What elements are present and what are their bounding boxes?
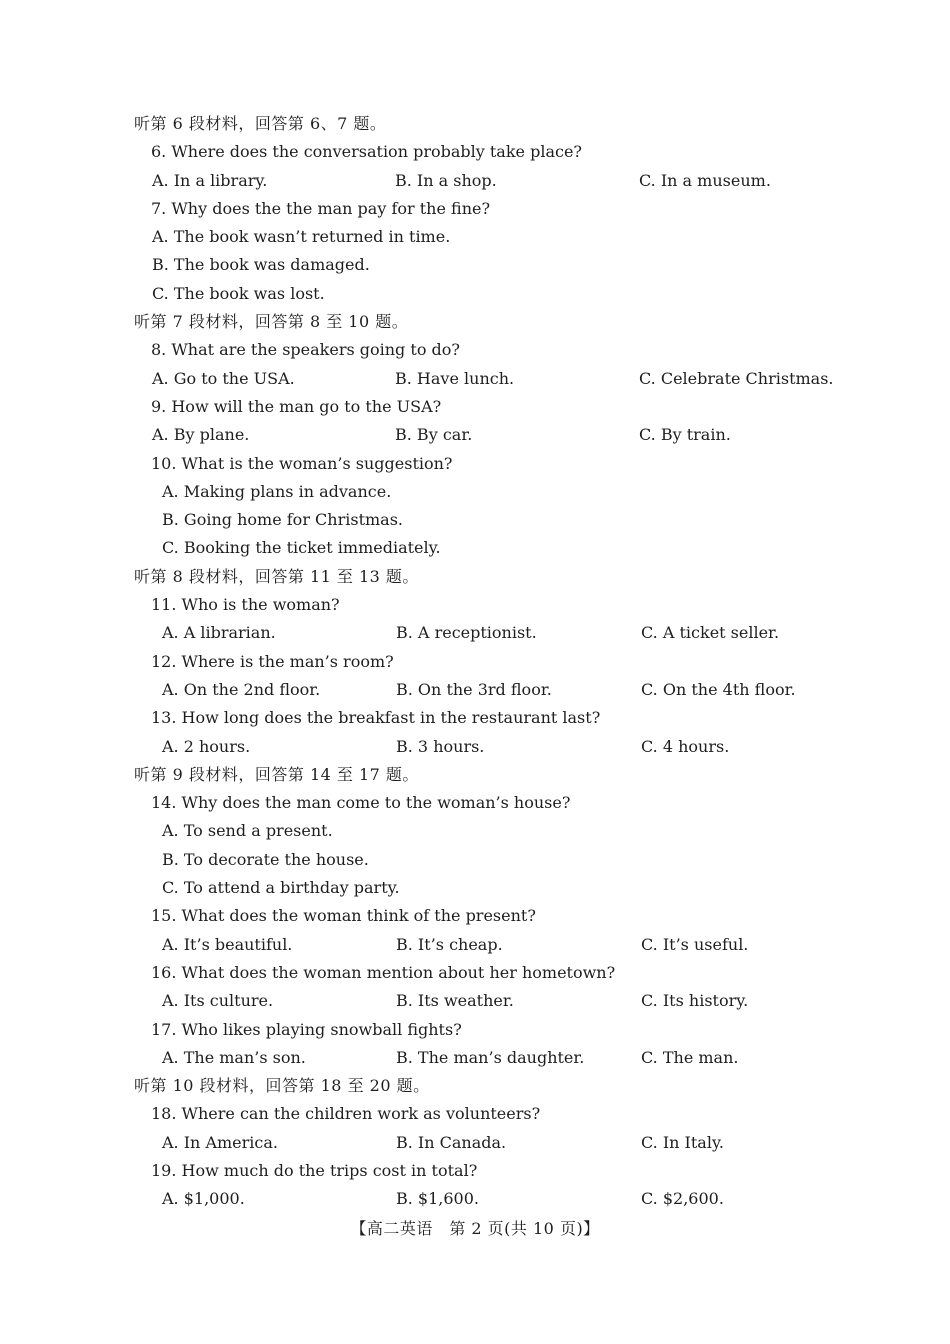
question-7-option-a: A. The book wasn’t returned in time. [152, 227, 451, 247]
option-b: B. A receptionist. [396, 623, 537, 643]
question-6-stem: 6. Where does the conversation probably take place? [151, 142, 582, 162]
option-c: C. Celebrate Christmas. [639, 368, 834, 388]
section-heading-10: 听第 10 段材料，回答第 18 至 20 题。 [134, 1076, 430, 1096]
question-15-options [134, 931, 854, 959]
option-c: C. 4 hours. [641, 736, 730, 756]
question-17-options [134, 1044, 854, 1072]
option-c: C. In Italy. [641, 1132, 724, 1152]
option-c: C. $2,600. [641, 1189, 724, 1209]
option-a: A. Its culture. [162, 991, 274, 1011]
question-10-option-b: B. Going home for Christmas. [162, 510, 404, 530]
question-9-options [134, 421, 854, 449]
option-c: C. Its history. [641, 991, 749, 1011]
question-8-options [134, 365, 854, 393]
option-b: B. On the 3rd floor. [396, 679, 552, 699]
option-a: A. It’s beautiful. [162, 934, 293, 954]
option-c: C. It’s useful. [641, 934, 749, 954]
option-c: C. On the 4th floor. [641, 679, 796, 699]
option-b: B. In Canada. [396, 1132, 507, 1152]
question-18-options [134, 1129, 854, 1157]
question-11-stem: 11. Who is the woman? [151, 595, 340, 615]
option-a: A. 2 hours. [162, 736, 251, 756]
option-a: A. The man’s son. [162, 1047, 306, 1067]
section-heading-7: 听第 7 段材料，回答第 8 至 10 题。 [134, 312, 409, 332]
question-12-options [134, 676, 854, 704]
section-heading-6: 听第 6 段材料，回答第 6、7 题。 [134, 114, 387, 133]
option-b: B. The man’s daughter. [396, 1047, 585, 1067]
question-10-option-c: C. Booking the ticket immediately. [162, 538, 441, 558]
option-c: C. A ticket seller. [641, 623, 780, 643]
option-b: B. 3 hours. [396, 736, 485, 756]
question-7-option-b: B. The book was damaged. [152, 255, 370, 275]
question-16-stem: 16. What does the woman mention about her hometown? [151, 962, 616, 982]
option-b: B. In a shop. [395, 170, 497, 190]
option-b: B. Its weather. [396, 991, 514, 1011]
question-15-stem: 15. What does the woman think of the present? [151, 906, 536, 926]
question-11-options [134, 619, 854, 647]
question-14-stem: 14. Why does the man come to the woman’s house? [151, 793, 571, 813]
question-7-option-c: C. The book was lost. [152, 283, 325, 303]
option-a: A. Go to the USA. [152, 368, 295, 388]
question-14-option-a: A. To send a present. [162, 821, 333, 841]
question-19-stem: 19. How much do the trips cost in total? [151, 1160, 478, 1180]
option-c: C. By train. [639, 425, 731, 445]
option-b: B. By car. [395, 425, 473, 445]
question-13-stem: 13. How long does the breakfast in the restaurant last? [151, 708, 601, 728]
section-heading-8: 听第 8 段材料，回答第 11 至 13 题。 [134, 566, 419, 586]
question-19-options [134, 1185, 854, 1213]
listening-section [134, 110, 854, 1214]
question-18-stem: 18. Where can the children work as volunteers? [151, 1104, 541, 1124]
question-14-option-b: B. To decorate the house. [162, 849, 369, 869]
question-13-options [134, 733, 854, 761]
page-footer: 【高二英语 第 2 页(共 10 页)】 [350, 1219, 600, 1238]
question-6-options [134, 167, 854, 195]
option-b: B. $1,600. [396, 1189, 479, 1209]
option-c: C. In a museum. [639, 170, 771, 190]
question-12-stem: 12. Where is the man’s room? [151, 651, 394, 671]
option-a: A. By plane. [152, 425, 250, 445]
question-10-option-a: A. Making plans in advance. [162, 481, 392, 501]
question-9-stem: 9. How will the man go to the USA? [151, 396, 442, 416]
question-14-option-c: C. To attend a birthday party. [162, 878, 400, 898]
option-b: B. Have lunch. [395, 368, 515, 388]
option-a: A. A librarian. [162, 623, 276, 643]
question-17-stem: 17. Who likes playing snowball fights? [151, 1019, 462, 1039]
option-a: A. $1,000. [162, 1189, 245, 1209]
option-a: A. On the 2nd floor. [162, 679, 321, 699]
option-c: C. The man. [641, 1047, 739, 1067]
question-7-stem: 7. Why does the the man pay for the fine? [151, 198, 491, 218]
option-b: B. It’s cheap. [396, 934, 503, 954]
option-a: A. In a library. [152, 170, 268, 190]
option-a: A. In America. [162, 1132, 278, 1152]
question-8-stem: 8. What are the speakers going to do? [151, 340, 460, 360]
question-10-stem: 10. What is the woman’s suggestion? [151, 453, 453, 473]
section-heading-9: 听第 9 段材料，回答第 14 至 17 题。 [134, 764, 419, 784]
question-16-options [134, 987, 854, 1015]
